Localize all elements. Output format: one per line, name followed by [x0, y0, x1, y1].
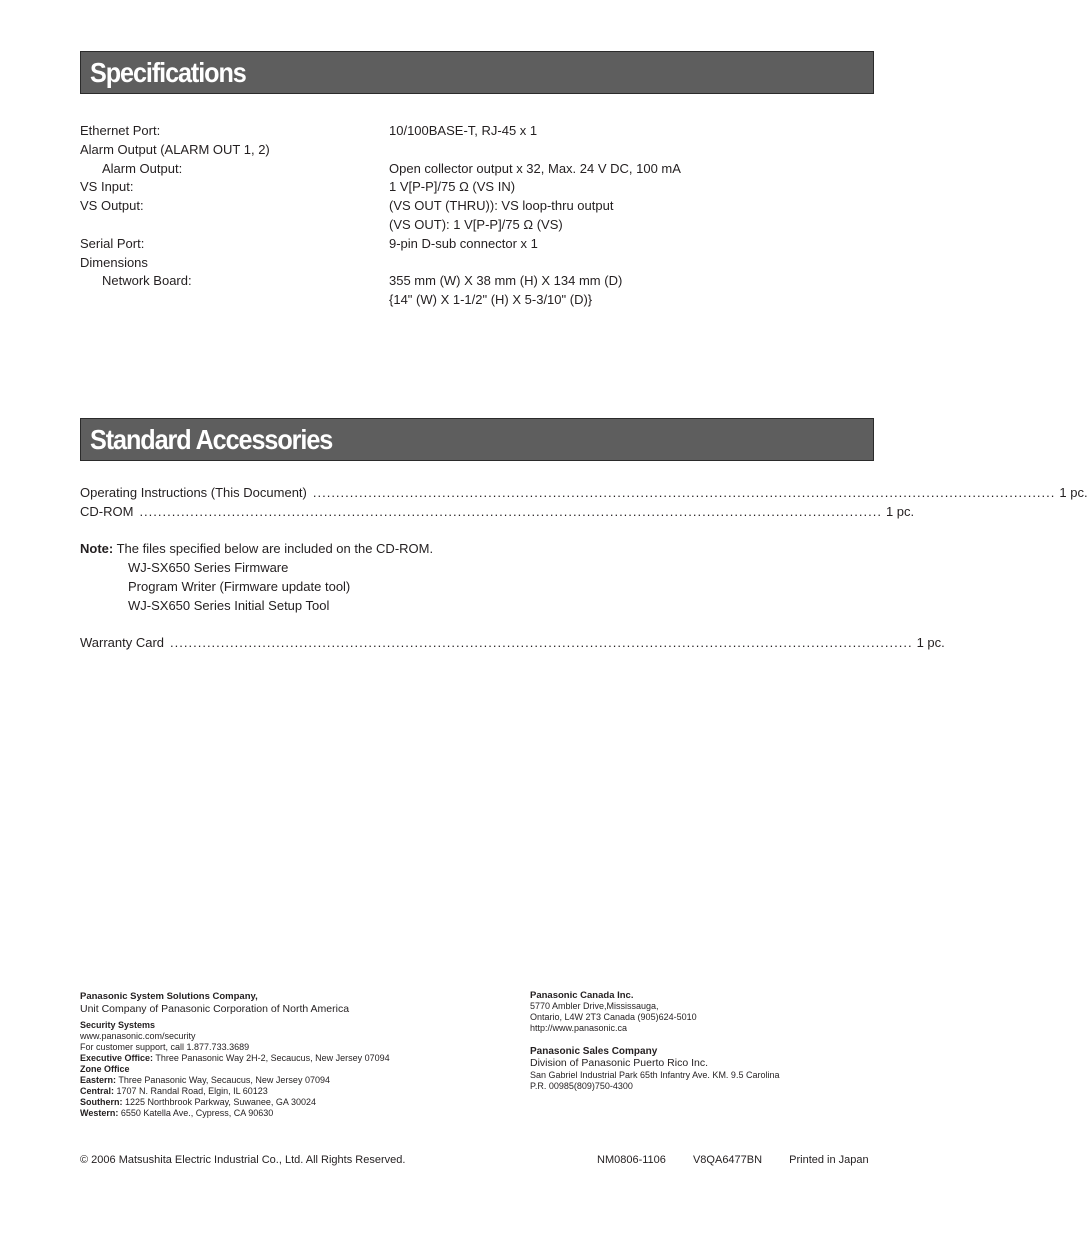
sales-division: Division of Panasonic Puerto Rico Inc. [530, 1057, 709, 1069]
spec-label: Serial Port: [80, 235, 145, 251]
footer-left-contact [80, 990, 520, 1119]
spec-value: 1 V[P-P]/75 Ω (VS IN) [389, 179, 516, 195]
spec-value: Open collector output x 32, Max. 24 V DC, 100 mA [389, 160, 681, 176]
spec-row [80, 291, 880, 310]
note [80, 540, 560, 559]
accessory-name: Warranty Card [80, 635, 165, 651]
spec-value: 9-pin D-sub connector x 1 [389, 235, 538, 251]
spec-row [80, 122, 880, 141]
note-item: Program Writer (Firmware update tool) [128, 578, 351, 594]
spec-label: Ethernet Port: [80, 123, 161, 138]
accessories-banner [80, 418, 874, 461]
zone-address: 1225 Northbrook Parkway, Suwanee, GA 30024 [125, 1097, 316, 1107]
zone-label: Southern: [80, 1097, 123, 1107]
accessory-qty: 1 pc. [885, 503, 915, 519]
spec-value: 355 mm (W) X 38 mm (H) X 134 mm (D) [389, 273, 623, 289]
copyright: © 2006 Matsushita Electric Industrial Co., Ltd. All Rights Reserved. [80, 1154, 406, 1166]
spec-row [80, 254, 880, 273]
spec-value: 10/100BASE-T, RJ-45 x 1 [389, 123, 538, 138]
zone-address: Three Panasonic Way, Secaucus, New Jersey 07094 [118, 1075, 330, 1085]
accessory-name: Operating Instructions (This Document) [80, 485, 307, 500]
zone-address: 1707 N. Randal Road, Elgin, IL 60123 [116, 1086, 268, 1096]
sales-address-1: San Gabriel Industrial Park 65th Infantry Ave. KM. 9.5 Carolina [530, 1070, 780, 1080]
accessory-qty: 1 pc. [916, 635, 945, 651]
note-text: The files specified below are included on the CD-ROM. [116, 541, 434, 557]
specifications-list [80, 122, 880, 310]
accessories-title: Standard Accessories [90, 424, 333, 455]
spec-value: (VS OUT): 1 V[P-P]/75 Ω (VS) [389, 216, 563, 232]
note-item: WJ-SX650 Series Firmware [128, 560, 289, 576]
executive-office [80, 1053, 520, 1064]
canada-url: http://www.panasonic.ca [530, 1023, 628, 1033]
website-url: www.panasonic.com/security [80, 1031, 196, 1041]
accessory-qty: 1 pc. [1059, 485, 1088, 500]
company-name: Panasonic System Solutions Company, [80, 991, 258, 1002]
spec-label: VS Input: [80, 179, 134, 195]
division-name: Security Systems [80, 1020, 156, 1030]
document-code-1: NM0806-1106 [597, 1154, 666, 1166]
canada-company: Panasonic Canada Inc. [530, 990, 634, 1001]
document-code-2: V8QA6477BN [692, 1154, 763, 1166]
note-item: WJ-SX650 Series Initial Setup Tool [128, 597, 330, 613]
company-unit: Unit Company of Panasonic Corporation of North America [80, 1003, 350, 1015]
spec-label: Dimensions [80, 254, 148, 270]
canada-address-2: Ontario, L4W 2T3 Canada (905)624-5010 [530, 1012, 697, 1022]
executive-label: Executive Office: [80, 1053, 154, 1063]
accessories-list [80, 484, 1088, 653]
zone-label: Central: [80, 1086, 115, 1096]
zone-label: Eastern: [80, 1075, 117, 1085]
zone-row [80, 1108, 520, 1119]
printed-in: Printed in Japan [789, 1154, 869, 1166]
executive-address: Three Panasonic Way 2H-2, Secaucus, New Jersey 07094 [155, 1053, 390, 1063]
footer-right-contact [530, 990, 870, 1092]
zone-row [80, 1097, 520, 1108]
zone-office-label: Zone Office [80, 1064, 130, 1074]
spec-row [80, 178, 880, 197]
specifications-title: Specifications [90, 57, 246, 88]
spec-value: {14" (W) X 1-1/2" (H) X 5-3/10" (D)} [389, 292, 593, 308]
leader-dots: ................................................................................................................................................................. [312, 485, 1056, 500]
document-codes [597, 1154, 869, 1166]
sales-company: Panasonic Sales Company [530, 1046, 658, 1057]
spec-row [80, 272, 880, 291]
spec-label: Alarm Output: [102, 160, 183, 176]
zone-row [80, 1075, 520, 1086]
spec-row [80, 160, 880, 179]
sales-address-2: P.R. 00985(809)750-4300 [530, 1081, 633, 1091]
spec-label: VS Output: [80, 198, 144, 214]
leader-dots: ................................................................................................................................................................. [139, 503, 882, 519]
spec-row [80, 216, 880, 235]
accessory-name: CD-ROM [80, 503, 134, 519]
accessory-item [80, 484, 1088, 503]
zone-label: Western: [80, 1108, 119, 1118]
leader-dots: ................................................................................................................................................................. [170, 635, 913, 651]
canada-address-1: 5770 Ambler Drive,Mississauga, [530, 1001, 659, 1011]
spec-row [80, 141, 880, 160]
spec-row [80, 235, 880, 254]
zone-row [80, 1086, 520, 1097]
accessory-item [80, 634, 945, 653]
note-label: Note: [80, 541, 114, 557]
spec-label: Alarm Output (ALARM OUT 1, 2) [80, 141, 270, 157]
zone-address: 6550 Katella Ave., Cypress, CA 90630 [120, 1108, 274, 1118]
accessory-item [80, 503, 915, 522]
spec-label: Network Board: [102, 273, 192, 289]
support-line: For customer support, call 1.877.733.3689 [80, 1042, 250, 1052]
spec-row [80, 197, 880, 216]
spec-value: (VS OUT (THRU)): VS loop-thru output [389, 198, 614, 214]
specifications-banner [80, 51, 874, 94]
